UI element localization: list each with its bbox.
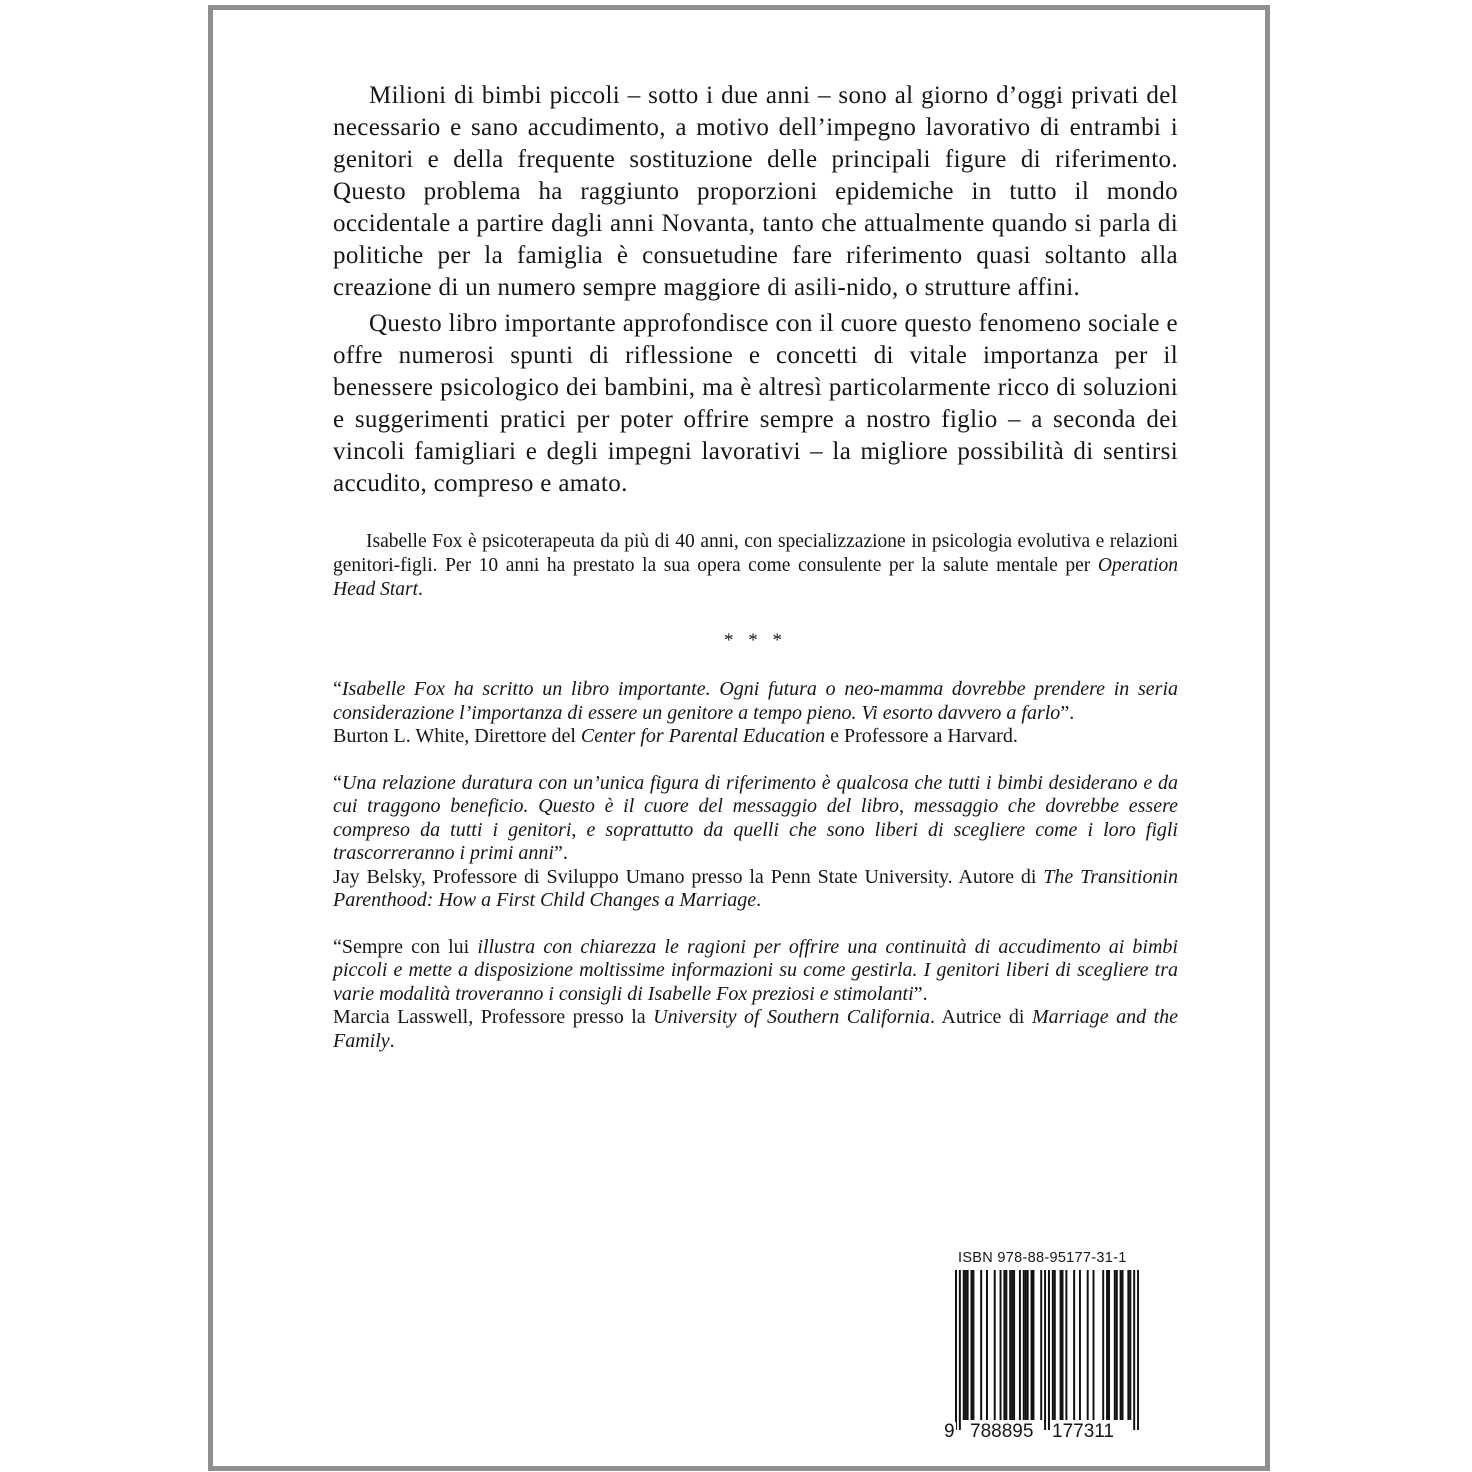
barcode-bar bbox=[1133, 1270, 1135, 1430]
attribution-text: Burton L. White, Direttore del bbox=[333, 725, 581, 747]
endorsement-attribution bbox=[333, 866, 1178, 913]
attribution-text: Jay Belsky, Professore di Sviluppo Umano presso la Penn State University. Autore di bbox=[333, 865, 1044, 888]
barcode-bar bbox=[1011, 1270, 1013, 1420]
barcode-bar bbox=[1122, 1270, 1124, 1420]
barcode-bar bbox=[1079, 1270, 1081, 1420]
attribution-text: Marcia Lasswell, Professore presso la bbox=[333, 1006, 654, 1028]
attribution-rest: e Professore a Harvard. bbox=[825, 725, 1018, 747]
endorsement-quote bbox=[333, 772, 1178, 866]
barcode-bar bbox=[965, 1270, 967, 1420]
barcode-bar bbox=[1114, 1270, 1116, 1420]
barcode-bar bbox=[1031, 1270, 1033, 1420]
barcode-bar bbox=[1106, 1270, 1108, 1420]
quote-close: ”. bbox=[913, 982, 928, 1005]
barcode-digits-right: 177311 bbox=[1052, 1421, 1114, 1442]
blurb-paragraph-1: Milioni di bimbi piccoli – sotto i due anni – sono al giorno d’oggi privati del necessario e sano accudimento, a motivo dell’impegno lavorativo di entrambi i genitori e della frequente sostituzione delle principali figure di riferimento. Questo problema ha raggiunto proporzioni epidemiche in tutto il mondo occidentale a partire dagli anni Novanta, tanto che attualmente quando si parla di politiche per la famiglia è consuetudine fare riferimento quasi soltanto alla creazione di un numero sempre maggiore di asili-nido, o strutture affini. bbox=[333, 82, 1178, 301]
endorsement-quote bbox=[333, 936, 1178, 1007]
barcode-bar bbox=[1127, 1270, 1129, 1420]
barcode-bar bbox=[1032, 1270, 1034, 1420]
barcode-digits-left: 788895 bbox=[970, 1421, 1034, 1442]
author-bio bbox=[333, 530, 1178, 602]
cover-text bbox=[333, 80, 1178, 1053]
quote-text: Una relazione duratura con un’unica figura di riferimento è qualcosa che tutti i bimbi desiderano e da cui traggono beneficio. Questo è il cuore del messaggio del libro, messaggio che dovrebbe essere compreso da tutti i genitori, e soprattutto da quelli che sono liberi di scegliere come i loro figli trascorreranno i primi anni bbox=[333, 771, 1178, 864]
barcode-bar bbox=[1065, 1270, 1067, 1420]
barcode-bar bbox=[1054, 1270, 1056, 1420]
barcode-bar bbox=[1040, 1270, 1042, 1420]
blurb-paragraph-2: Questo libro importante approfondisce con il cuore questo fenomeno sociale e offre numerosi spunti di riflessione e concetti di vitale importanza per il benessere psicologico dei bambini, ma è altresì particolarmente ricco di soluzioni e suggerimenti pratici per poter offrire sempre a nostro figlio – a seconda dei vincoli famigliari e degli impegni lavorativi – la migliore possibilità di sentirsi accudito, compreso e amato. bbox=[333, 310, 1178, 497]
attribution-institution: Center for Parental Education bbox=[580, 725, 826, 747]
barcode-bar bbox=[970, 1270, 972, 1420]
endorsement-attribution bbox=[333, 1006, 1178, 1053]
author-bio-program: Operation Head Start bbox=[333, 555, 1178, 600]
author-bio-end: . bbox=[418, 579, 423, 600]
barcode-bar bbox=[972, 1270, 974, 1420]
barcode-bar bbox=[1116, 1270, 1118, 1420]
quote-text: Isabelle Fox ha scritto un libro importante. Ogni futura o neo-mamma dovrebbe prendere in seria considerazione l’importanza di essere un genitore a tempo pieno. Vi esorto davvero a farlo bbox=[333, 678, 1178, 724]
barcode-bar bbox=[1052, 1270, 1054, 1420]
barcode-bar bbox=[1060, 1270, 1062, 1420]
endorsement-3 bbox=[333, 936, 1178, 1054]
quote-text: illustra con chiarezza le ragioni per offrire una continuità di accudimento ai bimbi piccoli e mette a disposizione moltissime informazioni su come gestirla. I genitori liberi di scegliere tra varie modalità troveranno i consigli di Isabelle Fox preziosi e stimolanti bbox=[333, 935, 1178, 1005]
barcode-bar bbox=[1013, 1270, 1015, 1420]
barcode-bar bbox=[1009, 1270, 1011, 1420]
barcode-bar bbox=[1005, 1270, 1007, 1420]
blurb bbox=[333, 80, 1178, 500]
attribution-institution: University of Southern California bbox=[653, 1006, 931, 1028]
barcode-bar bbox=[1087, 1270, 1089, 1420]
barcode-digits bbox=[944, 1421, 1139, 1442]
isbn-label: ISBN 978-88-95177-31-1 bbox=[958, 1250, 1127, 1266]
endorsement-1 bbox=[333, 678, 1178, 749]
barcode-bar bbox=[1093, 1270, 1095, 1420]
attribution-rest: . bbox=[756, 889, 762, 911]
quote-open: “ bbox=[333, 771, 342, 794]
barcode-bar bbox=[1025, 1270, 1027, 1420]
barcode-bar bbox=[1027, 1270, 1029, 1420]
barcode-bar bbox=[1000, 1270, 1002, 1420]
endorsement-quote bbox=[333, 678, 1178, 725]
author-bio-text: Isabelle Fox è psicoterapeuta da più di 40 anni, con specializzazione in psicologia evolutiva e relazioni genitori-figli. Per 10 anni ha prestato la sua opera come consulente per la salute mentale per bbox=[333, 531, 1178, 576]
section-separator: * * * bbox=[724, 630, 787, 651]
barcode-bar bbox=[994, 1270, 996, 1420]
quote-open: “Sempre con lui bbox=[333, 935, 478, 958]
quote-close: ”. bbox=[1060, 701, 1075, 724]
attribution-book-title: The Transitionin Parenthood: How a First Child Changes a Marriage bbox=[333, 865, 1179, 911]
attribution-book-title: Marriage and the Family bbox=[333, 1006, 1179, 1052]
endorsement-attribution bbox=[333, 725, 1178, 749]
barcode-bar bbox=[1108, 1270, 1110, 1420]
barcode-bar bbox=[955, 1270, 957, 1430]
barcode-bar bbox=[1062, 1270, 1064, 1420]
barcode-bar bbox=[1073, 1270, 1075, 1420]
barcode-bar bbox=[1003, 1270, 1005, 1420]
book-back-cover bbox=[208, 5, 1270, 1471]
barcode-bars bbox=[955, 1270, 1139, 1430]
isbn-barcode-block bbox=[944, 1250, 1141, 1442]
barcode-bar bbox=[1044, 1270, 1046, 1430]
barcode bbox=[944, 1270, 1139, 1442]
attribution-end: . bbox=[389, 1029, 395, 1052]
barcode-bar bbox=[967, 1270, 969, 1420]
barcode-bar bbox=[963, 1270, 965, 1420]
barcode-bar bbox=[1023, 1270, 1025, 1420]
barcode-bar bbox=[1137, 1270, 1139, 1430]
barcode-bar bbox=[986, 1270, 988, 1420]
barcode-bar bbox=[1048, 1270, 1050, 1430]
barcode-bar bbox=[959, 1270, 961, 1430]
quote-close: ”. bbox=[553, 842, 568, 864]
barcode-bar bbox=[1019, 1270, 1021, 1420]
attribution-rest: . Autrice di bbox=[930, 1006, 1032, 1028]
barcode-bar bbox=[1102, 1270, 1104, 1420]
barcode-bar bbox=[1120, 1270, 1122, 1420]
quote-open: “ bbox=[333, 678, 342, 700]
barcode-digit-first: 9 bbox=[944, 1421, 955, 1442]
barcode-bar bbox=[980, 1270, 982, 1420]
endorsement-2 bbox=[333, 772, 1178, 913]
barcode-bar bbox=[1129, 1270, 1131, 1420]
